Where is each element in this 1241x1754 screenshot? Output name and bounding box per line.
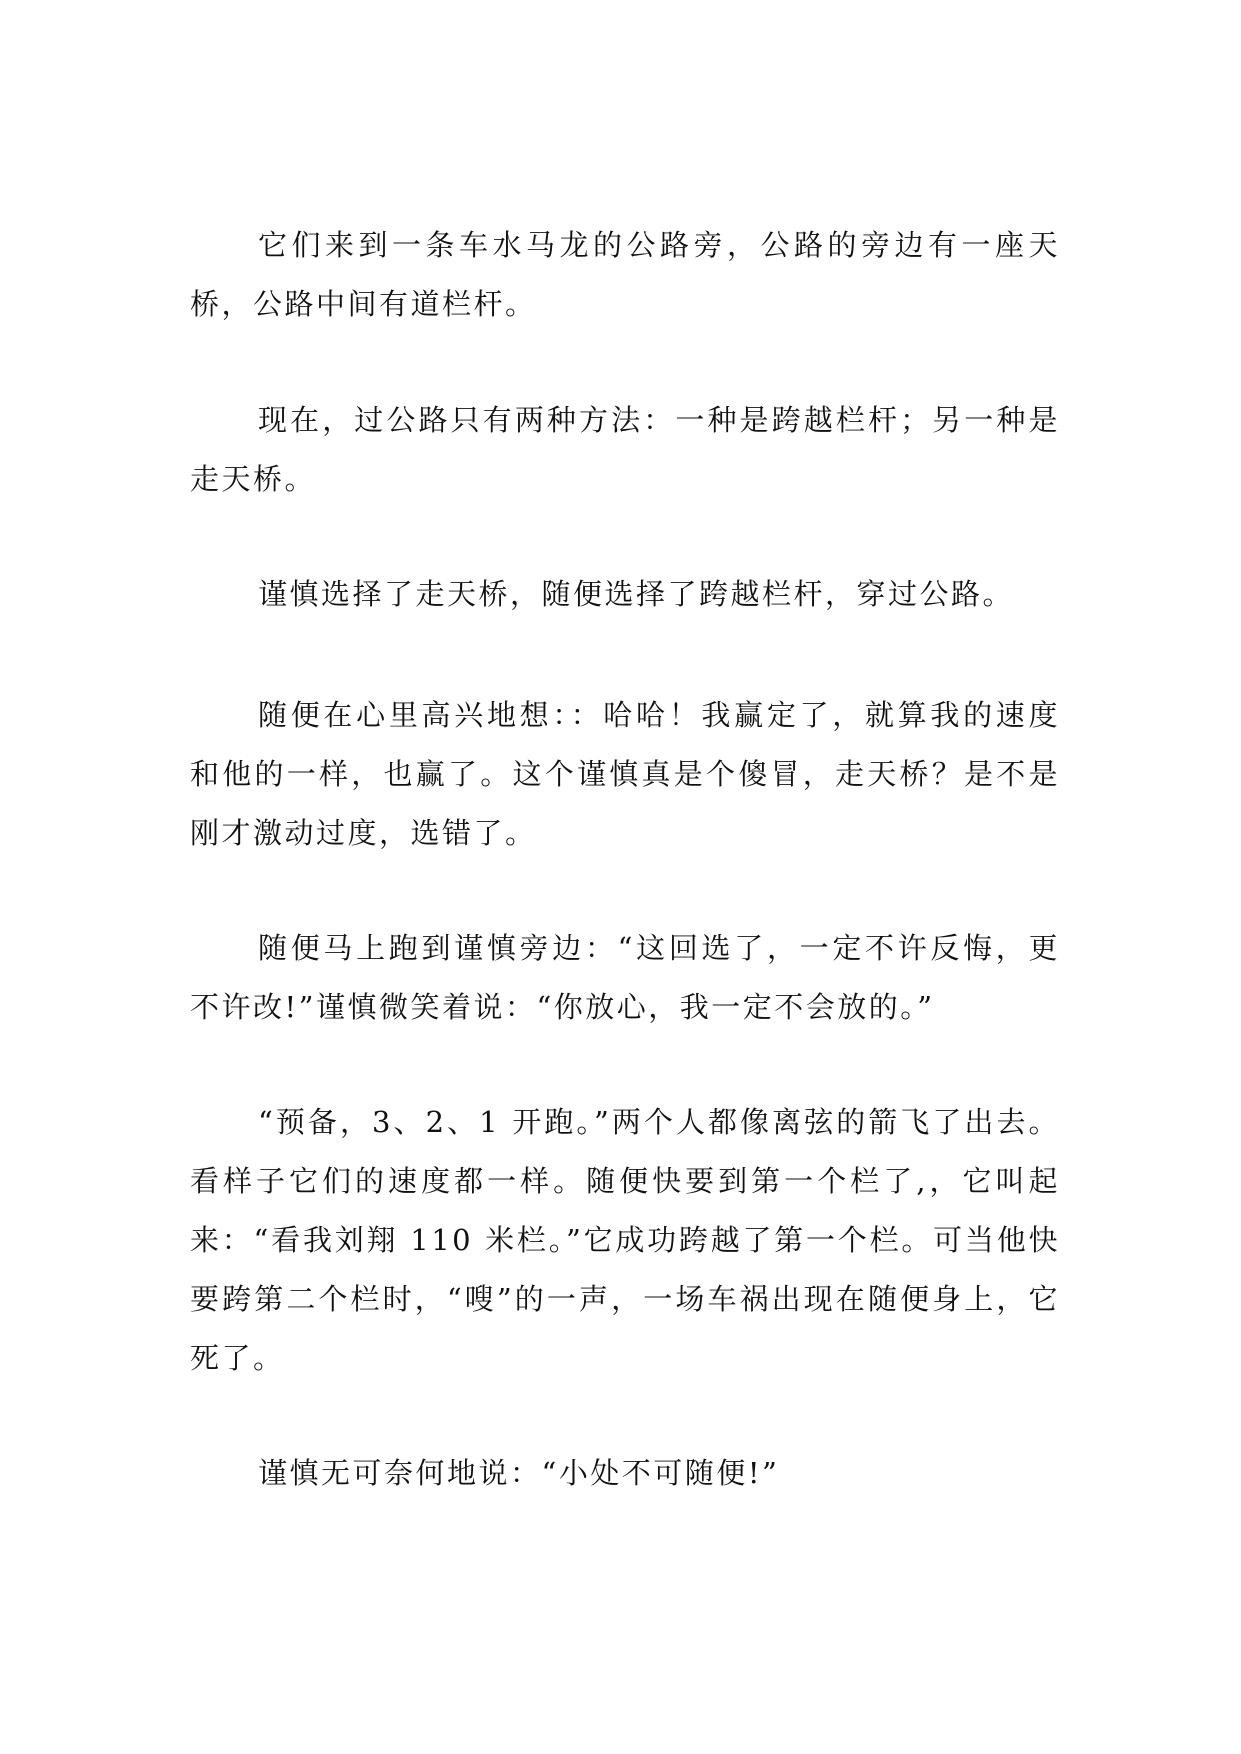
paragraph-4: 随便在心里高兴地想：：哈哈！我赢定了，就算我的速度和他的一样，也赢了。这个谨慎真是个傻冒，走天桥？是不是刚才激动过度，选错了。 — [190, 698, 1060, 850]
paragraph-3: 谨慎选择了走天桥，随便选择了跨越栏杆，穿过公路。 — [258, 577, 1015, 611]
document-page — [190, 0, 1060, 1754]
paragraph-1: 它们来到一条车水马龙的公路旁，公路的旁边有一座天桥，公路中间有道栏杆。 — [190, 228, 1060, 321]
paragraph-6: “预备，3、2、1 开跑。”两个人都像离弦的箭飞了出去。看样子它们的速度都一样。随便快要到第一个栏了,，它叫起来：“看我刘翔 110 米栏。”它成功跨越了第一个栏。可当他快要跨第二个栏时，“嗖”的一声，一场车祸出现在随便身上，它死了。 — [190, 1105, 1060, 1375]
paragraph-5: 随便马上跑到谨慎旁边：“这回选了，一定不许反悔，更不许改!”谨慎微笑着说：“你放心，我一定不会放的。” — [190, 931, 1060, 1024]
paragraph-2: 现在，过公路只有两种方法：一种是跨越栏杆；另一种是走天桥。 — [190, 403, 1060, 496]
paragraph-7: 谨慎无可奈何地说：“小处不可随便!” — [258, 1456, 780, 1490]
